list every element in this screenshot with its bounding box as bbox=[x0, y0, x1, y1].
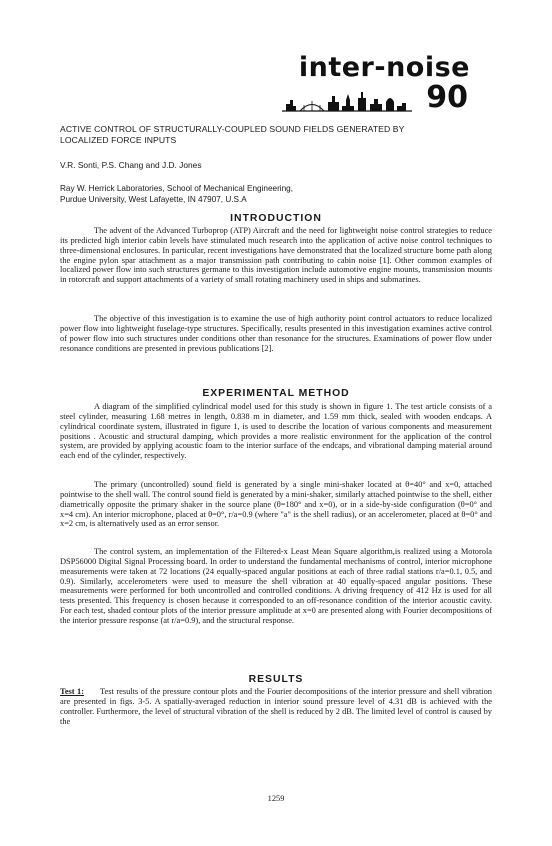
logo-year: 90 bbox=[426, 80, 468, 115]
paper-title bbox=[60, 124, 460, 146]
results-heading: RESULTS bbox=[248, 674, 304, 685]
logo-wordmark: inter-noise bbox=[298, 52, 470, 83]
title-line: LOCALIZED FORCE INPUTS bbox=[60, 135, 177, 145]
affiliation-line: Purdue University, West Lafayette, IN 47907, U.S.A bbox=[60, 195, 247, 204]
method-heading: EXPERIMENTAL METHOD bbox=[202, 388, 350, 399]
authors: V.R. Sonti, P.S. Chang and J.D. Jones bbox=[60, 160, 202, 170]
method-paragraph-2: The primary (uncontrolled) sound field is generated by a single mini-shaker located at θ=40° and x=0, attached pointwise to the shell wall. The control sound field is generated by a mini-shaker, similarly attached pointwise to the shell, either diametrically opposite the primary shaker in the source plane (θ=180° and x=0), or in a side-by-side configuration (θ=0° and x=4 cm). An interior microphone, placed at θ=0°, r/a=0.9 (where "a" is the shell radius), or an accelerometer, placed at θ=0° and x=2 cm, is alternatively used as an error sensor. bbox=[60, 480, 492, 529]
affiliation bbox=[60, 183, 293, 205]
skyline-icon bbox=[282, 86, 412, 112]
page-number: 1259 bbox=[267, 794, 285, 803]
title-line: ACTIVE CONTROL OF STRUCTURALLY-COUPLED SOUND FIELDS GENERATED BY bbox=[60, 124, 405, 134]
inter-noise-90-logo bbox=[280, 52, 470, 120]
method-paragraph-1: A diagram of the simplified cylindrical model used for this study is shown in figure 1. The test article consists of a steel cylinder, measuring 1.68 metres in length, 0.838 m in diameter, and 1.59 mm thick, sealed with wooden endcaps. A cylindrical coordinate system, illustrated in figure 1, is used to describe the location of various components and measurement positions . Acoustic and structural damping, which provides a more realistic environment for the application of the control system, are provided by applying acoustic foam to the interior surface of the endcaps, and vibrational damping material around each end of the cylinder, respectively. bbox=[60, 402, 492, 461]
results-paragraph-1 bbox=[60, 687, 492, 726]
results-text: Test results of the pressure contour plots and the Fourier decompositions of the interior pressure and shell vibration are presented in figs. 3-5. A spatially-averaged reduction in interior sound pressure level of 4.31 dB is achieved with the controller. Furthermore, the level of structural vibration of the shell is reduced by 2 dB. The limited level of control is caused by the bbox=[60, 687, 492, 726]
introduction-paragraph-2: The objective of this investigation is to examine the use of high authority point control actuators to reduce localized power flow into lightweight fuselage-type structures. Specifically, results presented in this investigation examines active control of power flow into such structures under conditions other than resonance for the structures. Examinations of power flow under resonance conditions are presented in previous publications [2]. bbox=[60, 314, 492, 353]
method-paragraph-3: The control system, an implementation of the Filtered-x Least Mean Square algorithm,is realized using a Motorola DSP56000 Digital Signal Processing board. In order to understand the fundamental mechanisms of control, interior microphone measurements were taken at 72 locations (24 equally-spaced angular positions at each of three radial stations r/a=0.1, 0.5, and 0.9). Similarly, accelerometers were used to measure the shell vibration at 40 equally-spaced angular positions. These measurements were performed for both uncontrolled and controlled conditions. A driving frequency of 412 Hz is used for all tests presented. This frequency is chosen because it corresponded to an off-resonance condition of the interior acoustic cavity. For each test, shaded contour plots of the interior pressure amplitude at x=0 are presented along with Fourier decompositions of the interior pressure response (at r/a=0.9), and the structural response. bbox=[60, 547, 492, 625]
affiliation-line: Ray W. Herrick Laboratories, School of Mechanical Engineering, bbox=[60, 184, 293, 193]
introduction-paragraph-1: The advent of the Advanced Turboprop (ATP) Aircraft and the need for lightweight noise control strategies to reduce its predicted high interior cabin levels have stimulated much research into the application of active noise control techniques to three-dimensional enclosures. In particular, recent investigations have demonstrated that the localized structure borne path along the engine pylon spar attachment as a major transmission path contributing to cabin noise [1]. Other common examples of localized power flow into such structures germane to this investigation include automotive engine mounts, transmission mounts in rotorcraft and support attachments of a variety of small rotating machinery used in ships and submarines. bbox=[60, 226, 492, 285]
introduction-heading: INTRODUCTION bbox=[230, 213, 322, 224]
test-1-label: Test 1: bbox=[60, 687, 85, 696]
